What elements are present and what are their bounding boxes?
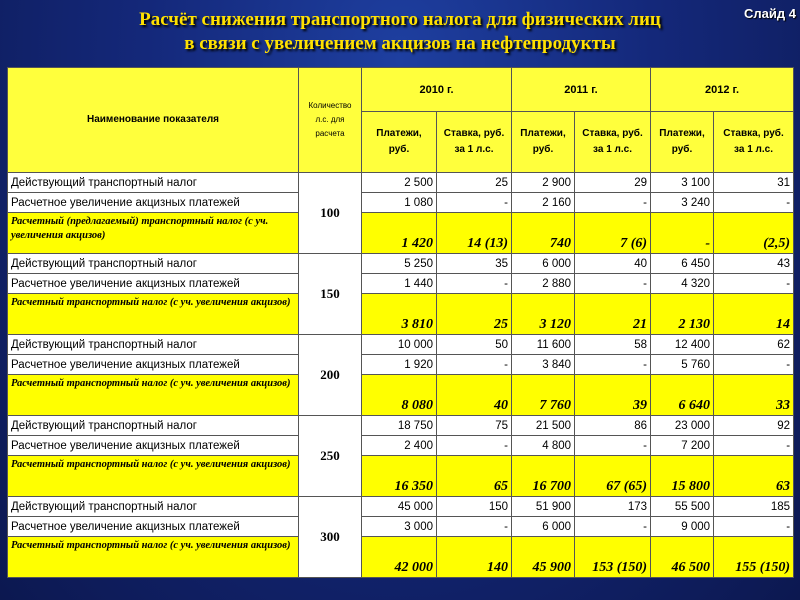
value-cell: 8 080: [362, 375, 437, 416]
value-cell: 1 440: [362, 274, 437, 294]
value-cell: 92: [714, 416, 794, 436]
header-pay-2011: Платежи, руб.: [512, 112, 575, 173]
value-cell: 2 900: [512, 173, 575, 193]
value-cell: 55 500: [651, 497, 714, 517]
value-cell: 10 000: [362, 335, 437, 355]
value-cell: 2 130: [651, 294, 714, 335]
value-cell: -: [714, 436, 794, 456]
value-cell: -: [714, 517, 794, 537]
table-row: [8, 254, 794, 274]
value-cell: 67 (65): [575, 456, 651, 497]
value-cell: -: [575, 436, 651, 456]
value-cell: 43: [714, 254, 794, 274]
value-cell: -: [575, 274, 651, 294]
value-cell: 25: [437, 173, 512, 193]
value-cell: 6 000: [512, 517, 575, 537]
table-row-calculated: [8, 375, 794, 416]
value-cell: 6 450: [651, 254, 714, 274]
table-row-calculated: [8, 456, 794, 497]
value-cell: 29: [575, 173, 651, 193]
row-label: Расчетное увеличение акцизных платежей: [8, 355, 299, 375]
value-cell: 45 900: [512, 537, 575, 578]
row-label: Расчетное увеличение акцизных платежей: [8, 193, 299, 213]
value-cell: 2 400: [362, 436, 437, 456]
value-cell: 31: [714, 173, 794, 193]
value-cell: 150: [437, 497, 512, 517]
value-cell: 42 000: [362, 537, 437, 578]
row-label: Расчетный транспортный налог (с уч. увеличения акцизов): [8, 375, 299, 416]
row-label: Расчетный транспортный налог (с уч. увеличения акцизов): [8, 456, 299, 497]
hp-count-cell: 150: [299, 254, 362, 335]
row-label: Расчетное увеличение акцизных платежей: [8, 436, 299, 456]
value-cell: 40: [437, 375, 512, 416]
table-row: [8, 416, 794, 436]
value-cell: -: [714, 355, 794, 375]
hp-count-cell: 300: [299, 497, 362, 578]
table-row: [8, 193, 794, 213]
value-cell: 1 080: [362, 193, 437, 213]
value-cell: 6 000: [512, 254, 575, 274]
row-label: Действующий транспортный налог: [8, 254, 299, 274]
value-cell: 62: [714, 335, 794, 355]
row-label: Действующий транспортный налог: [8, 416, 299, 436]
tax-table: [7, 67, 794, 578]
value-cell: 3 810: [362, 294, 437, 335]
hp-count-cell: 250: [299, 416, 362, 497]
row-label: Расчетный транспортный налог (с уч. увеличения акцизов): [8, 294, 299, 335]
value-cell: 11 600: [512, 335, 575, 355]
value-cell: 3 100: [651, 173, 714, 193]
value-cell: -: [714, 274, 794, 294]
page-title: [0, 8, 800, 56]
value-cell: -: [437, 274, 512, 294]
value-cell: 12 400: [651, 335, 714, 355]
table-row: [8, 355, 794, 375]
value-cell: 75: [437, 416, 512, 436]
table-body: [8, 173, 794, 578]
value-cell: 3 840: [512, 355, 575, 375]
value-cell: 21: [575, 294, 651, 335]
value-cell: -: [437, 193, 512, 213]
value-cell: 33: [714, 375, 794, 416]
header-pay-2012: Платежи, руб.: [651, 112, 714, 173]
table-row: [8, 173, 794, 193]
value-cell: 40: [575, 254, 651, 274]
value-cell: 35: [437, 254, 512, 274]
row-label: Расчетное увеличение акцизных платежей: [8, 517, 299, 537]
value-cell: 58: [575, 335, 651, 355]
table-row: [8, 274, 794, 294]
header-rate-2012: Ставка, руб. за 1 л.с.: [714, 112, 794, 173]
table-row-calculated: [8, 537, 794, 578]
value-cell: -: [714, 193, 794, 213]
table-row: [8, 497, 794, 517]
value-cell: 2 160: [512, 193, 575, 213]
row-label: Действующий транспортный налог: [8, 497, 299, 517]
table-row: [8, 436, 794, 456]
value-cell: 23 000: [651, 416, 714, 436]
value-cell: 740: [512, 213, 575, 254]
title-line-1: Расчёт снижения транспортного налога для физических лиц: [139, 9, 661, 30]
value-cell: -: [651, 213, 714, 254]
value-cell: 7 (6): [575, 213, 651, 254]
value-cell: -: [575, 517, 651, 537]
row-label: Расчетный (предлагаемый) транспортный налог (с уч. увеличения акцизов): [8, 213, 299, 254]
value-cell: 45 000: [362, 497, 437, 517]
title-line-2: в связи с увеличением акцизов на нефтепродукты: [184, 33, 616, 54]
value-cell: 3 000: [362, 517, 437, 537]
value-cell: 1 920: [362, 355, 437, 375]
value-cell: 39: [575, 375, 651, 416]
header-rate-2011: Ставка, руб. за 1 л.с.: [575, 112, 651, 173]
value-cell: 140: [437, 537, 512, 578]
value-cell: -: [437, 355, 512, 375]
value-cell: 16 350: [362, 456, 437, 497]
header-name: Наименование показателя: [8, 68, 299, 173]
value-cell: 14 (13): [437, 213, 512, 254]
value-cell: 4 800: [512, 436, 575, 456]
value-cell: 18 750: [362, 416, 437, 436]
value-cell: 7 200: [651, 436, 714, 456]
row-label: Расчетное увеличение акцизных платежей: [8, 274, 299, 294]
value-cell: 5 760: [651, 355, 714, 375]
row-label: Расчетный транспортный налог (с уч. увеличения акцизов): [8, 537, 299, 578]
tax-table-container: [7, 67, 793, 578]
value-cell: -: [575, 355, 651, 375]
value-cell: 3 240: [651, 193, 714, 213]
value-cell: 5 250: [362, 254, 437, 274]
value-cell: 4 320: [651, 274, 714, 294]
table-row: [8, 335, 794, 355]
value-cell: 173: [575, 497, 651, 517]
header-pay-2010: Платежи, руб.: [362, 112, 437, 173]
value-cell: 46 500: [651, 537, 714, 578]
header-rate-2010: Ставка, руб. за 1 л.с.: [437, 112, 512, 173]
hp-count-cell: 200: [299, 335, 362, 416]
value-cell: -: [437, 436, 512, 456]
value-cell: -: [437, 517, 512, 537]
value-cell: 1 420: [362, 213, 437, 254]
value-cell: 185: [714, 497, 794, 517]
table-row: [8, 517, 794, 537]
value-cell: 15 800: [651, 456, 714, 497]
value-cell: 25: [437, 294, 512, 335]
hp-count-cell: 100: [299, 173, 362, 254]
value-cell: 2 880: [512, 274, 575, 294]
value-cell: 51 900: [512, 497, 575, 517]
header-year-2012: 2012 г.: [651, 68, 794, 112]
value-cell: 2 500: [362, 173, 437, 193]
value-cell: 7 760: [512, 375, 575, 416]
value-cell: 155 (150): [714, 537, 794, 578]
value-cell: 63: [714, 456, 794, 497]
value-cell: 9 000: [651, 517, 714, 537]
value-cell: 153 (150): [575, 537, 651, 578]
value-cell: 50: [437, 335, 512, 355]
table-row-calculated: [8, 294, 794, 335]
value-cell: 86: [575, 416, 651, 436]
value-cell: 3 120: [512, 294, 575, 335]
header-count: Количество л.с. для расчета: [299, 68, 362, 173]
value-cell: 16 700: [512, 456, 575, 497]
header-year-2011: 2011 г.: [512, 68, 651, 112]
row-label: Действующий транспортный налог: [8, 173, 299, 193]
slide-number: Слайд 4: [744, 6, 796, 21]
value-cell: 65: [437, 456, 512, 497]
value-cell: -: [575, 193, 651, 213]
value-cell: 14: [714, 294, 794, 335]
table-row-calculated: [8, 213, 794, 254]
value-cell: 21 500: [512, 416, 575, 436]
value-cell: (2,5): [714, 213, 794, 254]
value-cell: 6 640: [651, 375, 714, 416]
row-label: Действующий транспортный налог: [8, 335, 299, 355]
header-year-2010: 2010 г.: [362, 68, 512, 112]
